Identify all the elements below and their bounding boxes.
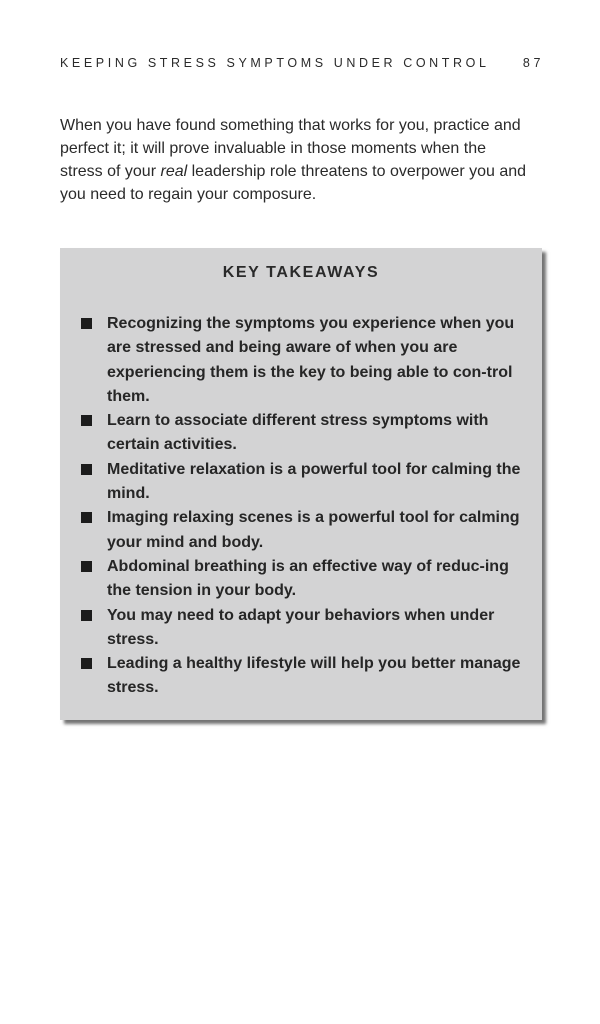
paragraph-text-end: leadership role threatens to overpower you and you need to regain your composure. <box>60 163 527 203</box>
running-head <box>60 56 544 70</box>
takeaway-item <box>80 506 528 555</box>
page-number: 87 <box>522 56 544 70</box>
square-bullet-icon <box>81 610 92 621</box>
square-bullet-icon <box>81 512 92 523</box>
square-bullet-icon <box>81 658 92 669</box>
takeaway-item <box>80 312 528 409</box>
square-bullet-icon <box>81 318 92 329</box>
takeaway-item <box>80 555 528 604</box>
key-takeaways-list <box>80 312 528 701</box>
takeaway-text: Leading a healthy lifestyle will help you better manage stress. <box>107 655 521 697</box>
takeaway-text: Abdominal breathing is an effective way of reduc-ing the tension in your body. <box>107 557 509 600</box>
running-head-title: KEEPING STRESS SYMPTOMS UNDER CONTROL <box>60 56 490 70</box>
takeaway-text: Learn to associate different stress symptoms with certain activities. <box>107 412 489 454</box>
takeaway-text: Recognizing the symptoms you experience when you are stressed and being aware of when you are experiencing them is the key to being able to con-trol them. <box>107 315 515 405</box>
takeaway-text: You may need to adapt your behaviors when under stress. <box>107 606 495 648</box>
key-takeaways-title: KEY TAKEAWAYS <box>222 264 380 281</box>
body-paragraph <box>60 114 530 206</box>
paragraph-text-start: When you have found something that works for you, practice and perfect it; it will prove invaluable in those moments when the stress of your <box>60 117 521 180</box>
key-takeaways-box <box>60 248 542 720</box>
takeaway-item <box>80 604 528 653</box>
takeaway-text: Imaging relaxing scenes is a powerful tool for calming your mind and body. <box>107 509 520 551</box>
takeaway-item <box>80 458 528 507</box>
paragraph-emphasis: real <box>160 163 188 180</box>
square-bullet-icon <box>81 464 92 475</box>
takeaway-item <box>80 409 528 458</box>
takeaway-item <box>80 652 528 701</box>
takeaway-text: Meditative relaxation is a powerful tool for calming the mind. <box>107 460 521 503</box>
square-bullet-icon <box>81 561 92 572</box>
square-bullet-icon <box>81 415 92 426</box>
